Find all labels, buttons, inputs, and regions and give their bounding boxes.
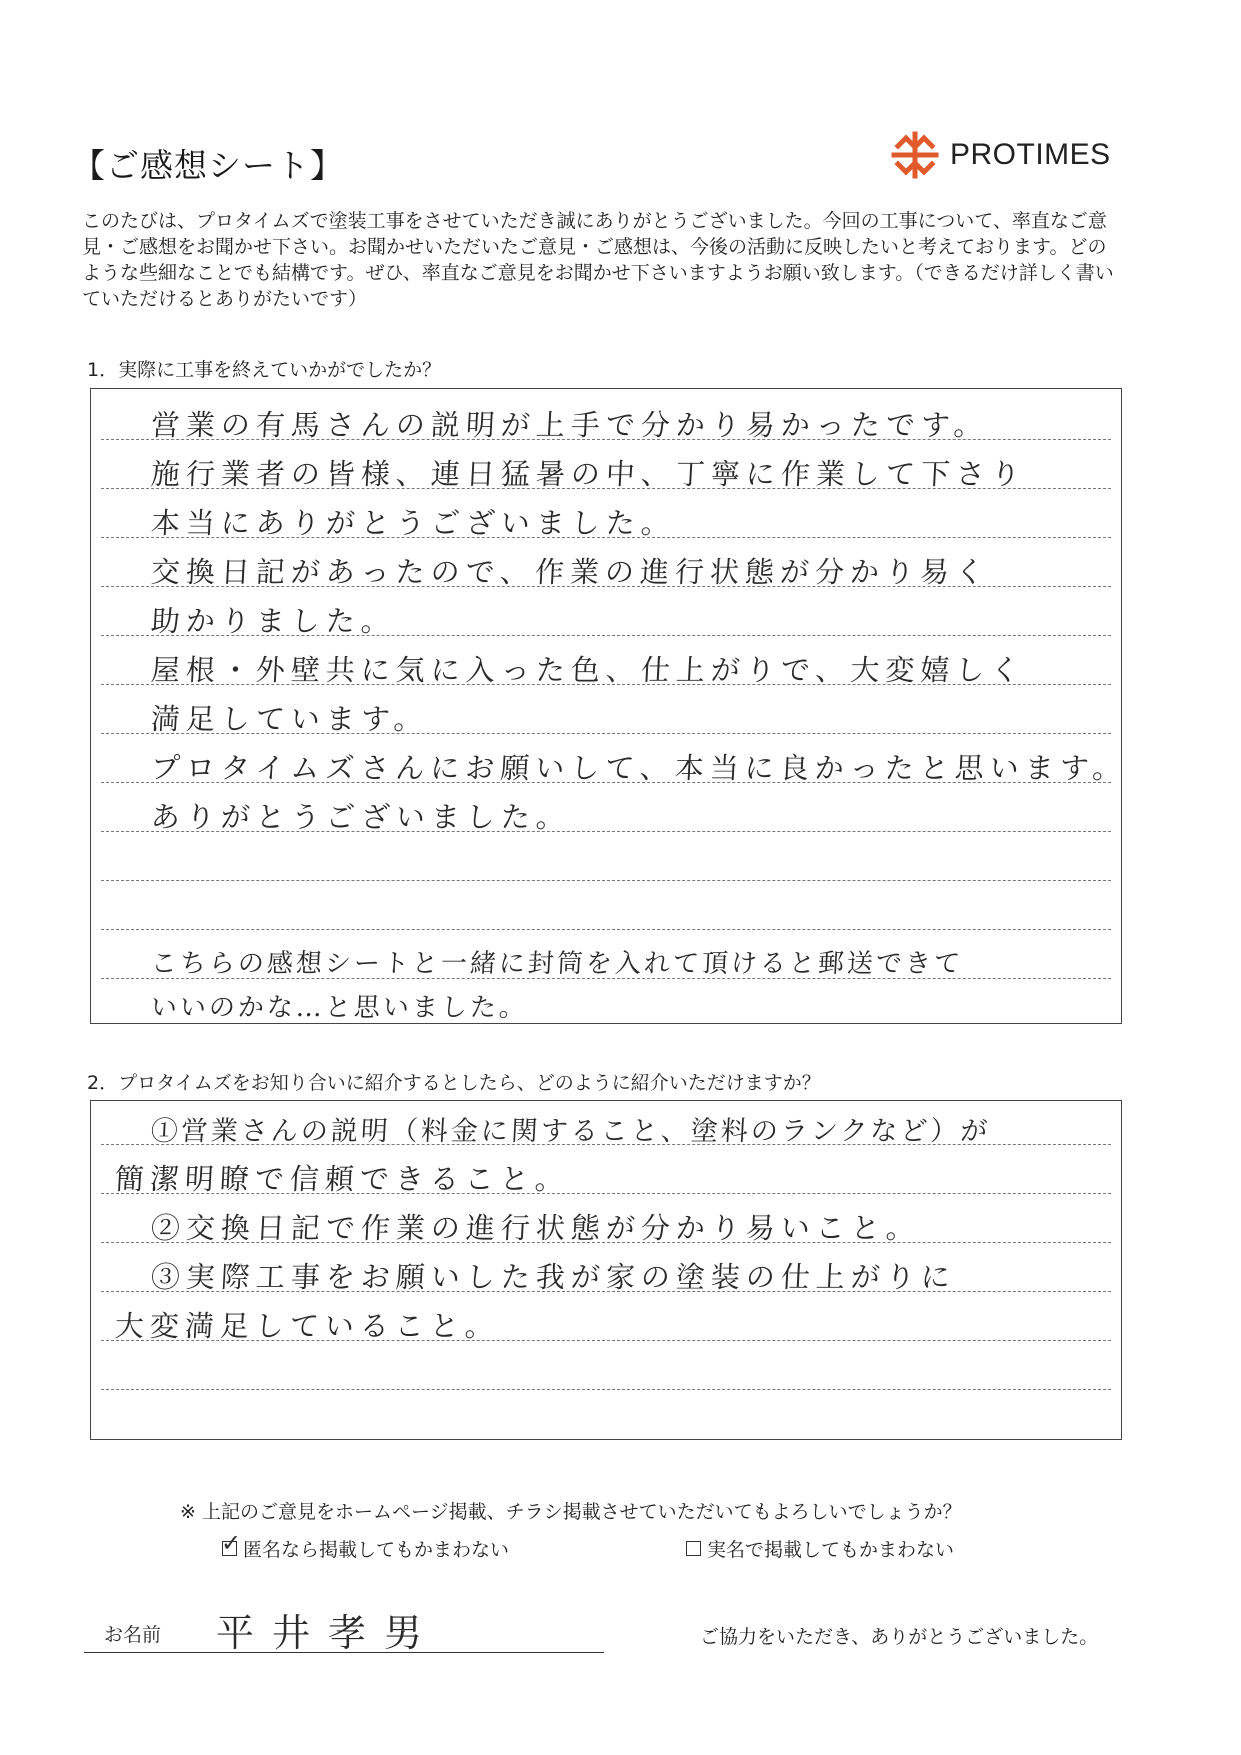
answer-1-line: こちらの感想シートと一緒に封筒を入れて頂けると郵送できて bbox=[150, 949, 964, 979]
intro-text: このたびは、プロタイムズで塗装工事をさせていただき誠にありがとうございました。今回の工事について、率直なご意見・ご感想をお聞かせ下さい。お聞かせいただいたご意見・ご感想は、今後の活動に反映したいと考えております。どのような些細なことでも結構です。ぜひ、率直なご意見をお聞かせ下さいますようお願い致します。（できるだけ詳しく書いていただけるとありがたいです） bbox=[82, 210, 1114, 310]
name-underline bbox=[84, 1652, 604, 1653]
option-anonymous-label: 匿名なら掲載してもかまわない bbox=[243, 1539, 510, 1561]
answer-1-line: 助かりました。 bbox=[150, 604, 397, 638]
answer-1-line: 満足しています。 bbox=[150, 702, 430, 736]
answer-2-line: ②交換日記で作業の進行状態が分かり易いこと。 bbox=[150, 1211, 922, 1245]
answer-2-line: 簡潔明瞭で信頼できること。 bbox=[114, 1162, 571, 1196]
answer-2-line: ③実際工事をお願いした我が家の塗装の仕上がりに bbox=[150, 1260, 957, 1294]
answer-1-line: ありがとうございました。 bbox=[150, 800, 572, 834]
ruled-line bbox=[101, 929, 1111, 930]
consent-option-realname[interactable] bbox=[686, 1535, 954, 1562]
ruled-line bbox=[101, 1389, 1111, 1390]
question-1-label: 1．実際に工事を終えていかがでしたか？ bbox=[87, 359, 442, 381]
question-2-label: 2．プロタイムズをお知り合いに紹介するとしたら、どのように紹介いただけますか？ bbox=[87, 1072, 821, 1094]
logo-text: PROTIMES bbox=[950, 138, 1111, 171]
answer-1-line: 施行業者の皆様、連日猛暑の中、丁寧に作業して下さり bbox=[150, 457, 1027, 491]
consent-option-anonymous[interactable] bbox=[221, 1529, 510, 1562]
answer-2-line: ①営業さんの説明（料金に関すること、塗料のランクなど）が bbox=[150, 1116, 992, 1147]
answer-1-line: プロタイムズさんにお願いして、本当に良かったと思います。 bbox=[150, 751, 1129, 785]
answer-1-line: 営業の有馬さんの説明が上手で分かり易かったです。 bbox=[150, 408, 990, 442]
page-title: 【ご感想シート】 bbox=[72, 146, 344, 185]
protimes-logo bbox=[890, 130, 1111, 180]
answer-1-line: 交換日記があったので、作業の進行状態が分かり易く bbox=[150, 555, 991, 589]
consent-question: ※ 上記のご意見をホームページ掲載、チラシ掲載させていただいてもよろしいでしょうか？ bbox=[180, 1501, 962, 1523]
answer-1-line: 屋根・外壁共に気に入った色、仕上がりで、大変嬉しく bbox=[150, 653, 1027, 687]
ruled-line bbox=[101, 880, 1111, 881]
option-realname-label: 実名で掲載してもかまわない bbox=[707, 1539, 955, 1561]
name-value: 平井孝男 bbox=[216, 1611, 441, 1655]
answer-1-line: いいのかな…と思いました。 bbox=[150, 993, 529, 1023]
thanks-text: ご協力をいただき、ありがとうございました。 bbox=[700, 1626, 1099, 1648]
question-2-answer-box bbox=[90, 1100, 1122, 1440]
protimes-logo-mark-icon bbox=[890, 130, 940, 180]
answer-2-line: 大変満足していること。 bbox=[114, 1309, 501, 1343]
answer-1-line: 本当にありがとうございました。 bbox=[150, 506, 677, 540]
name-label: お名前 bbox=[104, 1624, 162, 1646]
checkmark-icon: ✓ bbox=[221, 1529, 242, 1557]
question-1-answer-box bbox=[90, 388, 1129, 1024]
anonymous-checkbox[interactable] bbox=[221, 1529, 242, 1557]
realname-checkbox[interactable] bbox=[686, 1541, 701, 1556]
